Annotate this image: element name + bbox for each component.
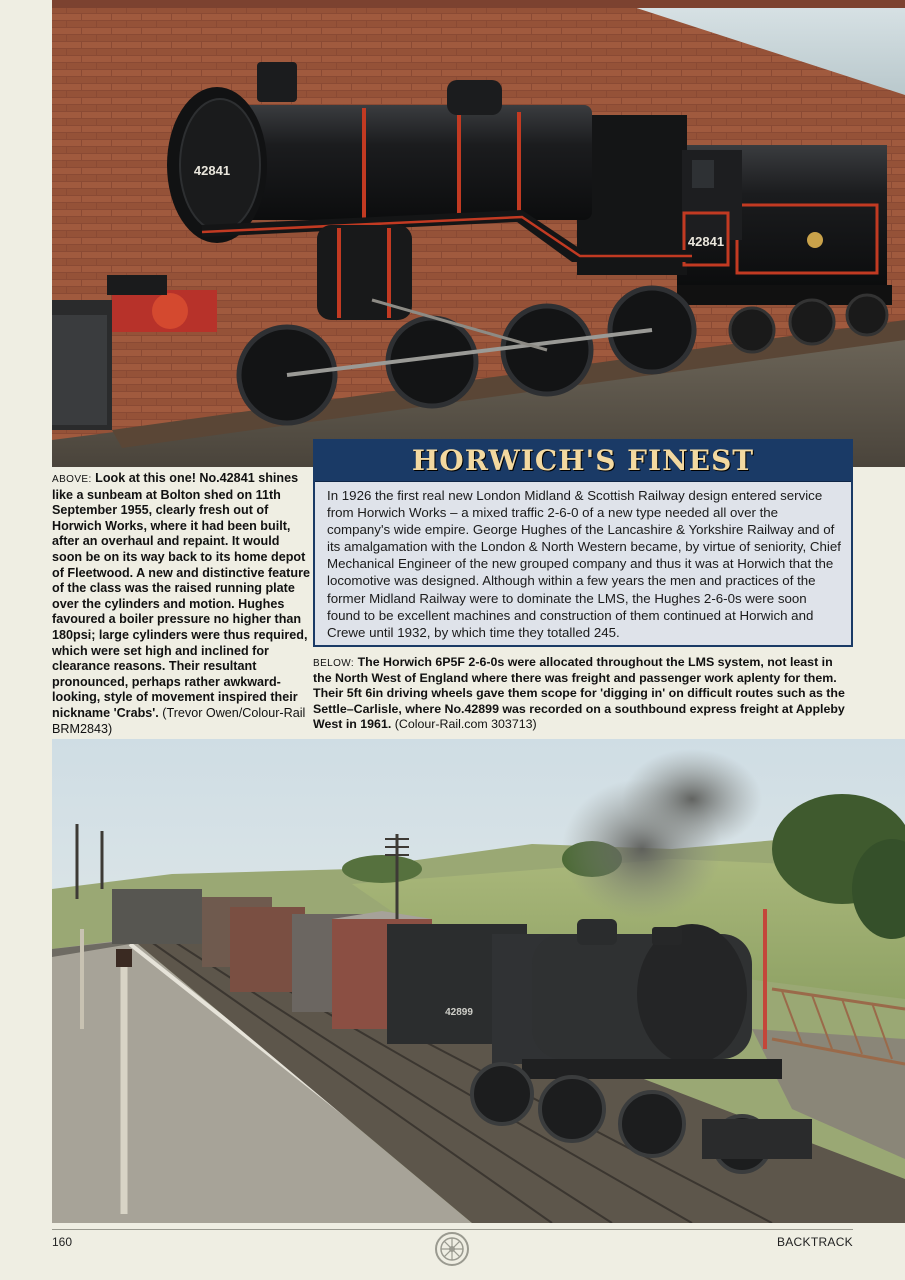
cab-number-42899: 42899: [445, 1007, 473, 1018]
caption-below: [313, 655, 853, 732]
feature-title-bar: [315, 441, 851, 482]
wheel-emblem-icon: [434, 1231, 470, 1267]
feature-box: [313, 439, 853, 647]
caption-below-tag: BELOW:: [313, 658, 355, 669]
caption-below-credit: (Colour-Rail.com 303713): [394, 716, 537, 731]
magazine-name: BACKTRACK: [776, 1235, 853, 1249]
caption-above-text: Look at this one! No.42841 shines like a sunbeam at Bolton shed on 11th September 1955, clearly fresh out of Horwich Works, where it had been built, after an overhaul and repaint. It would soon be on its way back to its home depot of Fleetwood. A new and distinctive feature of the class was the raised running plate over the cylinders and motion. Hughes favoured a boiler pressure no higher than 180psi; large cylinders were thus required, which were set high and inclined for clearance reasons. Their resultant pronounced, perhaps rather awkward-looking, style of movement inspired their nickname 'Crabs'.: [52, 471, 310, 720]
photo-locomotive-42899: [52, 739, 905, 1223]
caption-above-credit: (Trevor Owen/Colour-Rail BRM2843): [52, 705, 306, 736]
caption-above: [52, 471, 310, 737]
smokebox-number: 42841: [193, 163, 231, 178]
page-number: 160: [52, 1235, 73, 1249]
feature-title: HORWICH'S FINEST: [411, 444, 755, 477]
photo-locomotive-42841: [52, 0, 905, 467]
cab-number: 42841: [687, 234, 725, 249]
feature-body: In 1926 the first real new London Midland & Scottish Railway design entered service from Horwich Works – a mixed traffic 2-6-0 of a new type needed all over the company's wide empire. George Hughes of the Lancashire & Yorkshire Railway and of its amalgamation with the London & North Western became, by virtue of seniority, Chief Mechanical Engineer of the new grouped company and thus it was at Horwich that the locomotive was designed. Although within a few years the men and practices of the former Midland Railway were to dominate the LMS, the Hughes 2-6-0s were soon found to be excellent machines and construction of them continued at Horwich and Crewe until 1932, by which time they totalled 245.: [327, 488, 841, 640]
footer-rule: [52, 1229, 853, 1230]
caption-above-tag: ABOVE:: [52, 474, 92, 485]
caption-below-text: The Horwich 6P5F 2-6-0s were allocated throughout the LMS system, not least in the North West of England where there was freight and passenger work aplenty for them. Their 5ft 6in driving wheels gave them scope for 'digging in' on difficult routes such as the Settle–Carlisle, where No.42899 was recorded on a southbound express freight at Appleby West in 1961.: [313, 655, 845, 731]
cylinder: [317, 225, 412, 320]
